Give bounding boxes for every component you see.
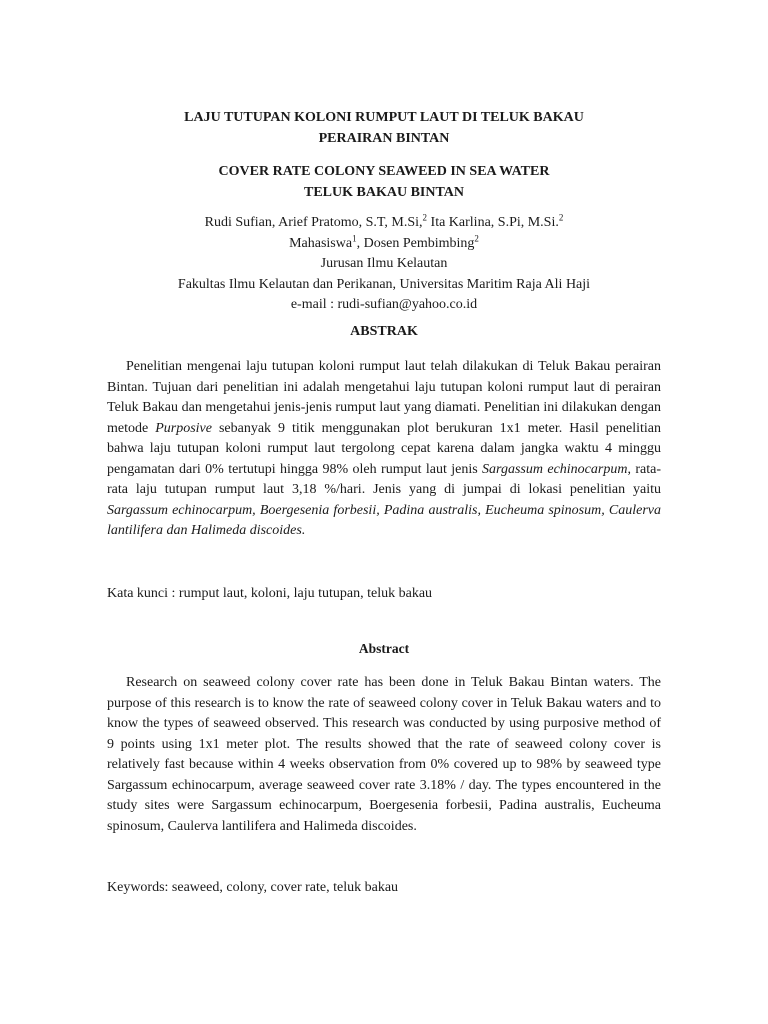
abstrak-method: Purposive <box>155 420 212 436</box>
kata-kunci: Kata kunci : rumput laut, koloni, laju tutupan, teluk bakau <box>107 586 433 601</box>
title-indonesian <box>107 108 661 149</box>
abstrak-species-list: Sargassum echinocarpum, Boergesenia forbesii, Padina australis, Eucheuma spinosum, Caulerva lantilifera dan Halimeda discoides. <box>107 502 661 538</box>
abstrak-species-main: Sargassum echinocarpum <box>482 461 628 477</box>
author-roles <box>107 234 661 255</box>
author-names-part1: Rudi Sufian, Arief Pratomo, S.T, M.Si, <box>204 215 423 230</box>
abstrak-paragraph <box>107 357 661 542</box>
abstrak-heading: ABSTRAK <box>350 324 418 339</box>
author-sup-2: 2 <box>558 212 564 223</box>
role-sup-1: 1 <box>352 232 357 243</box>
title-english-line1: COVER RATE COLONY SEAWEED IN SEA WATER <box>218 164 550 179</box>
title-english-line2: TELUK BAKAU BINTAN <box>304 184 464 200</box>
abstrak-text-2: sebanyak 9 titik menggunakan plot berukuran 1x1 meter. Hasil penelitian bahwa laju tutupan koloni rumput laut tergolong cepat karena dalam jangka waktu 4 minggu pengamatan dari 0% tertutupi hingga 98% oleh rumput laut jenis <box>107 420 661 477</box>
author-role-supervisor: , Dosen Pembimbing <box>356 235 475 251</box>
title-indonesian-line1: LAJU TUTUPAN KOLONI RUMPUT LAUT DI TELUK BAKAU <box>184 110 584 125</box>
abstrak-text-1: Penelitian mengenai laju tutupan koloni rumput laut telah dilakukan di Teluk Bakau perairan Bintan. Tujuan dari penelitian ini adalah mengetahui laju tutupan koloni rumput laut di perairan Teluk Bakau dan mengetahui jenis-jenis rumput laut yang diamati. Penelitian ini dilakukan dengan metode <box>107 359 661 436</box>
author-email: e-mail : rudi-sufian@yahoo.co.id <box>290 297 478 312</box>
title-english <box>107 162 661 203</box>
role-sup-2: 2 <box>474 232 479 243</box>
abstrak-text-3: , rata-rata laju tutupan rumput laut 3,18 %/hari. Jenis yang di jumpai di lokasi penelitian yaitu <box>107 461 661 497</box>
author-names-part2: Ita Karlina, S.Pi, M.Si. <box>427 215 559 230</box>
author-sup-1: 2 <box>422 212 428 223</box>
keywords: Keywords: seaweed, colony, cover rate, teluk bakau <box>107 880 399 895</box>
author-role-student: Mahasiswa <box>289 235 353 251</box>
author-block <box>107 213 661 316</box>
author-department: Jurusan Ilmu Kelautan <box>320 256 448 271</box>
title-indonesian-line2: PERAIRAN BINTAN <box>318 130 450 146</box>
abstract-heading: Abstract <box>358 641 410 656</box>
author-faculty: Fakultas Ilmu Kelautan dan Perikanan, Universitas Maritim Raja Ali Haji <box>177 276 591 292</box>
abstract-paragraph: Research on seaweed colony cover rate has been done in Teluk Bakau Bintan waters. The purpose of this research is to know the rate of seaweed colony cover in Teluk Bakau waters and to know the types of seaweed observed. This research was conducted by using purposive method of 9 points using 1x1 meter plot. The results showed that the rate of seaweed colony cover is relatively fast because within 4 weeks observation from 0% covered up to 98% by seaweed type Sargassum echinocarpum, average seaweed cover rate 3.18% / day. The types encountered in the study sites were Sargassum echinocarpum, Boergesenia forbesii, Padina australis, Eucheuma spinosum, Caulerva lantilifera and Halimeda discoides. <box>107 675 661 834</box>
author-names <box>107 213 661 234</box>
